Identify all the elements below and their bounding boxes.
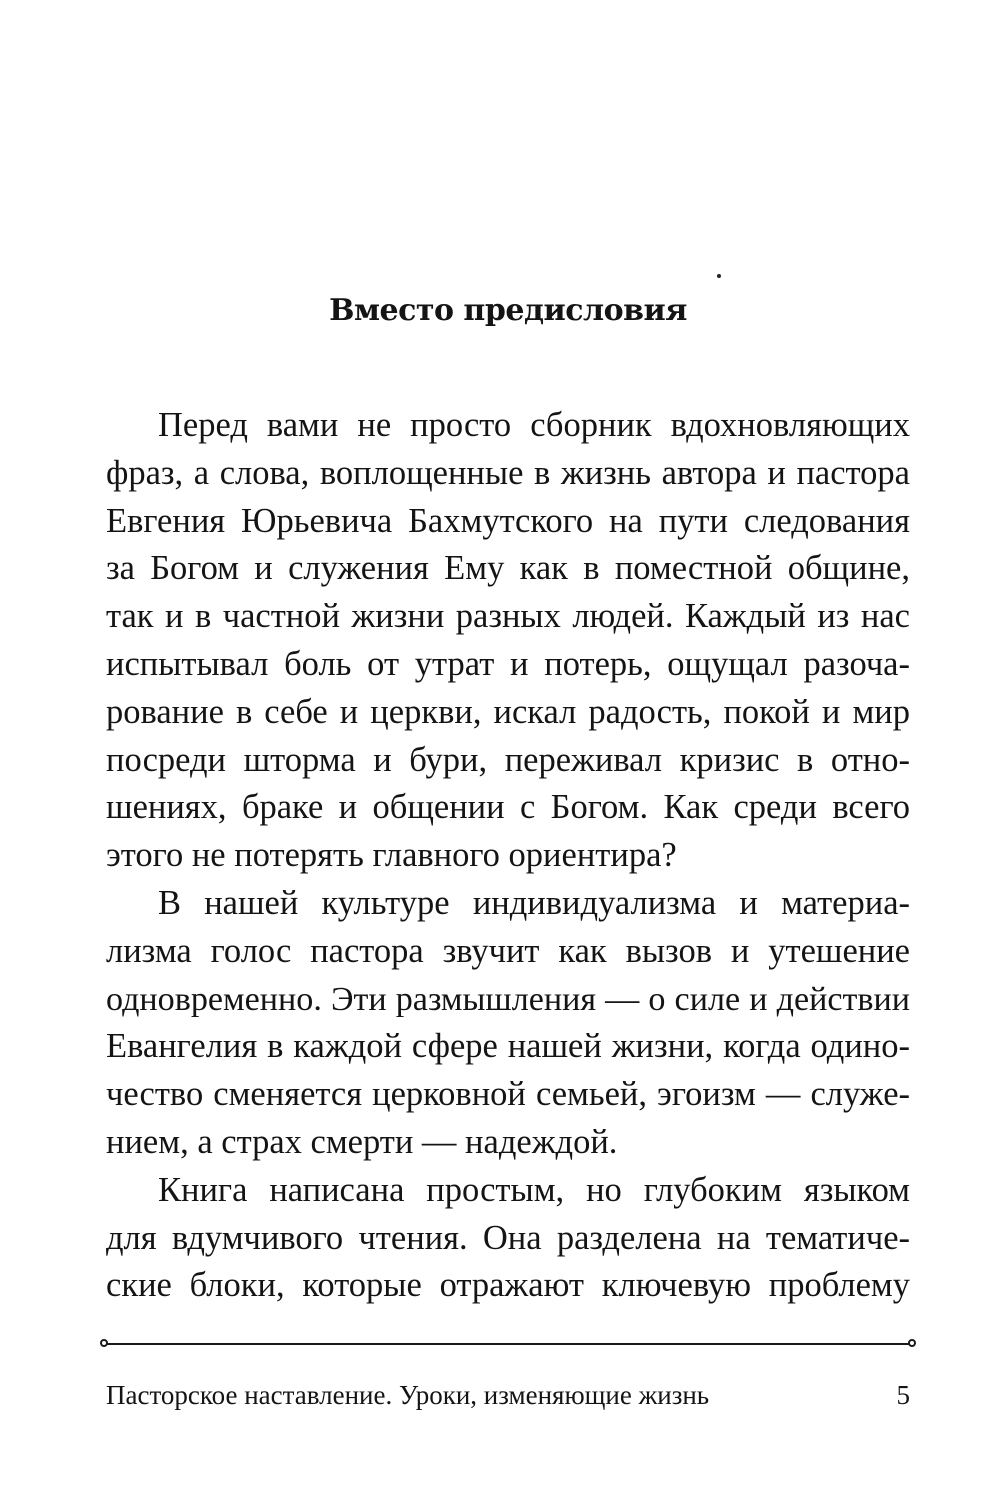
print-speck [717,274,721,278]
footer-rule [106,1343,910,1345]
text-line: одновременно. Эти размышления — о силе и действии [106,980,910,1018]
running-footer [106,1375,910,1415]
text-line: В нашей культуре индивидуализма и материа- [158,883,910,922]
text-line: за Богом и служения Ему как в поместной общине, [106,549,910,588]
text-line: Евангелия в каждой сфере нашей жизни, когда одино- [106,1027,910,1066]
text-line: рование в себе и церкви, искал радость, покой и мир [106,692,910,731]
text-line: этого не потерять главного ориентира? [106,836,677,875]
rule-end-dot [100,1339,108,1347]
chapter-heading: Вместо предисловия [329,293,687,328]
text-line: ские блоки, которые отражают ключевую проблему [106,1266,910,1305]
page-number: 5 [896,1380,910,1410]
text-line: фраз, а слова, воплощенные в жизнь автора и пастора [106,453,910,492]
text-line: посреди шторма и бури, переживал кризис в отно- [106,740,910,779]
text-line: нием, а страх смерти — надеждой. [106,1122,618,1161]
body-text [106,402,910,1310]
book-title: Пасторское наставление. Уроки, изменяющие жизнь [106,1380,710,1410]
text-line: так и в частной жизни разных людей. Каждый из нас [106,597,910,636]
paragraph-1 [106,402,910,880]
text-line: лизма голос пастора звучит как вызов и утешение [106,931,910,970]
text-line: чество сменяется церковной семьей, эгоизм — служе- [106,1075,910,1114]
text-line: Перед вами не просто сборник вдохновляющих [158,406,910,444]
paragraph-2 [106,880,910,1167]
text-line: Книга написана простым, но глубоким языком [158,1170,910,1209]
text-line: испытывал боль от утрат и потерь, ощущал разоча- [106,644,910,683]
rule-end-dot [908,1339,916,1347]
text-line: шениях, браке и общении с Богом. Как среди всего [106,788,910,827]
text-line: для вдумчивого чтения. Она разделена на тематиче- [106,1218,910,1257]
text-line: Евгения Юрьевича Бахмутского на пути следования [106,501,910,540]
paragraph-3 [106,1167,910,1310]
